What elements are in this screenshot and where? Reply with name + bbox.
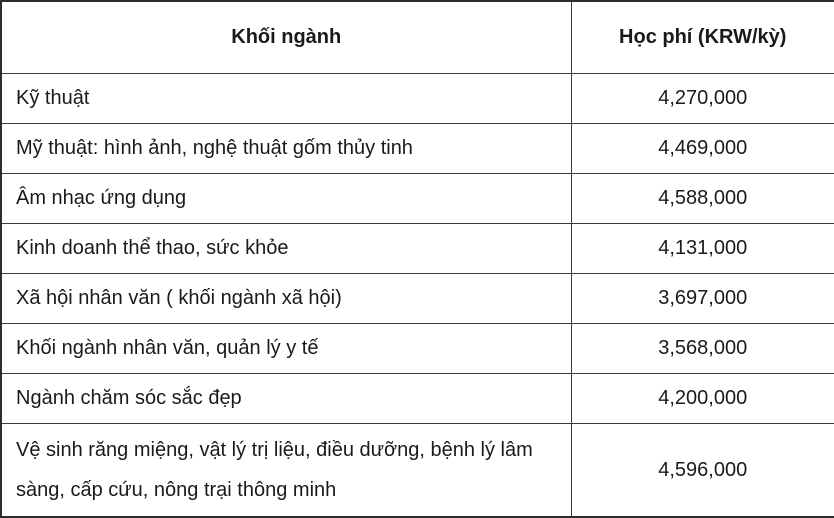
table-row bbox=[1, 323, 834, 373]
table-row bbox=[1, 273, 834, 323]
header-row bbox=[1, 1, 834, 73]
tuition-cell: 4,200,000 bbox=[571, 373, 834, 423]
major-cell: Xã hội nhân văn ( khối ngành xã hội) bbox=[1, 273, 571, 323]
major-cell: Âm nhạc ứng dụng bbox=[1, 173, 571, 223]
major-cell: Ngành chăm sóc sắc đẹp bbox=[1, 373, 571, 423]
column-header-tuition: Học phí (KRW/kỳ) bbox=[571, 1, 834, 73]
table-row bbox=[1, 423, 834, 517]
column-header-major: Khối ngành bbox=[1, 1, 571, 73]
major-cell: Khối ngành nhân văn, quản lý y tế bbox=[1, 323, 571, 373]
tuition-cell: 4,469,000 bbox=[571, 123, 834, 173]
table-row bbox=[1, 223, 834, 273]
tuition-cell: 4,131,000 bbox=[571, 223, 834, 273]
table-row bbox=[1, 373, 834, 423]
tuition-cell: 4,270,000 bbox=[571, 73, 834, 123]
major-cell: Kinh doanh thể thao, sức khỏe bbox=[1, 223, 571, 273]
table-row bbox=[1, 123, 834, 173]
tuition-cell: 3,568,000 bbox=[571, 323, 834, 373]
major-cell: Vệ sinh răng miệng, vật lý trị liệu, điều dưỡng, bệnh lý lâm sàng, cấp cứu, nông trại thông minh bbox=[1, 423, 571, 517]
tuition-cell: 4,596,000 bbox=[571, 423, 834, 517]
major-cell: Mỹ thuật: hình ảnh, nghệ thuật gốm thủy tinh bbox=[1, 123, 571, 173]
table-row bbox=[1, 73, 834, 123]
tuition-cell: 3,697,000 bbox=[571, 273, 834, 323]
major-cell: Kỹ thuật bbox=[1, 73, 571, 123]
table-row bbox=[1, 173, 834, 223]
tuition-cell: 4,588,000 bbox=[571, 173, 834, 223]
table-body bbox=[1, 73, 834, 517]
